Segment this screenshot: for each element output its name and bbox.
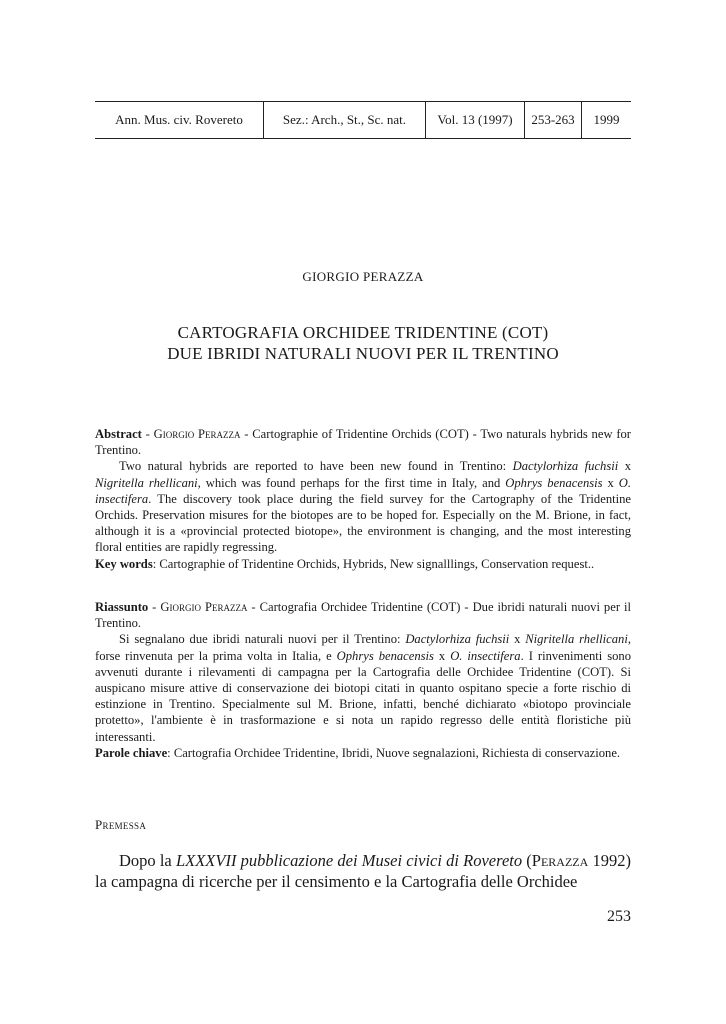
riassunto-section bbox=[95, 599, 631, 761]
species-name: Nigritella rhellicani bbox=[525, 632, 628, 647]
key-words-label: Key words bbox=[95, 556, 153, 571]
parole-chiave bbox=[95, 745, 631, 761]
journal-section: Sez.: Arch., St., Sc. nat. bbox=[264, 102, 426, 138]
abstract-text-3: . The discovery took place during the field survey for the Cartography of the Tridentine Orchids. Preservation misures for the biotopes are to be hoped for. Especially on the M. Brione, in fact, although it is a «provincial protected biotope», the environment is changing, and the most interesting floral entities are rapidly regressing. bbox=[95, 491, 631, 555]
species-name: O. insectifera bbox=[450, 648, 521, 663]
hybrid-sign: x bbox=[433, 648, 451, 663]
species-name: Dactylorhiza fuchsii bbox=[405, 632, 510, 647]
riassunto-text-2: , forse rinvenuta per la prima volta in Italia, e bbox=[95, 632, 631, 663]
abstract-text-1: Two natural hybrids are reported to have been new found in Trentino: bbox=[119, 459, 513, 474]
riassunto-label: Riassunto bbox=[95, 600, 149, 614]
journal-pages: 253-263 bbox=[525, 102, 582, 138]
citation-author: Perazza bbox=[531, 851, 589, 870]
riassunto-text-3: . I rinvenimenti sono avvenuti durante i rilevamenti di campagna per la Cartografia delle Orchidee Tridentine (COT). Si auspicano misure attive di conservazione dei biotopi citati in quanto ospitano specie a forte rischio di estinzione in Trentino. Specialmente sul M. Brione, infatti, benché dichiarato «biotopo provinciale protetto», l'ambiente è in trasformazione e si nota un rapido regresso delle entità floristiche più interessanti. bbox=[95, 648, 632, 744]
abstract-sep: - bbox=[141, 427, 154, 441]
species-name: O. insectifera bbox=[95, 475, 631, 506]
title-line-2: DUE IBRIDI NATURALI NUOVI PER IL TRENTINO bbox=[167, 344, 559, 363]
journal-year: 1999 bbox=[593, 112, 620, 127]
abstract-section bbox=[95, 426, 631, 572]
publication-title: LXXXVII pubblicazione dei Musei civici di Rovereto bbox=[175, 851, 523, 870]
species-name: Dactylorhiza fuchsii bbox=[512, 459, 619, 474]
page-number: 253 bbox=[607, 908, 631, 925]
body-text-1: Dopo la bbox=[119, 851, 176, 870]
author-name: GIORGIO PERAZZA bbox=[302, 269, 424, 284]
hybrid-sign: x bbox=[618, 459, 632, 474]
key-words bbox=[95, 556, 631, 572]
abstract-text-2: , which was found perhaps for the first time in Italy, and bbox=[197, 475, 506, 490]
parole-chiave-text: : Cartografia Orchidee Tridentine, Ibridi, Nuove segnalazioni, Richiesta di conservazione. bbox=[167, 745, 621, 760]
journal-header bbox=[95, 101, 631, 139]
hybrid-sign: x bbox=[509, 632, 526, 647]
riassunto-body bbox=[95, 631, 631, 744]
body-text-3: 1992) la campagna di ricerche per il censimento e la Cartografia delle Orchidee bbox=[95, 851, 631, 891]
paper-title bbox=[0, 322, 726, 364]
journal-volume: Vol. 13 (1997) bbox=[426, 102, 525, 138]
title-line-1: CARTOGRAFIA ORCHIDEE TRIDENTINE (COT) bbox=[177, 323, 549, 342]
riassunto-text-1: Si segnalano due ibridi naturali nuovi per il Trentino: bbox=[119, 632, 406, 647]
abstract-heading bbox=[95, 426, 631, 458]
parole-chiave-label: Parole chiave bbox=[95, 745, 168, 760]
abstract-label: Abstract bbox=[95, 427, 142, 441]
body-paragraph bbox=[95, 850, 631, 892]
hybrid-sign: x bbox=[602, 475, 619, 490]
body-text bbox=[95, 850, 631, 892]
riassunto-intro: - Cartografia Orchidee Tridentine (COT) - Due ibridi naturali nuovi per il Trentino. bbox=[95, 600, 631, 631]
species-name: Ophrys benacensis bbox=[505, 475, 603, 490]
section-heading-premessa: Premessa bbox=[95, 817, 147, 832]
riassunto-sep: - bbox=[148, 600, 161, 614]
body-text-2: ( bbox=[522, 851, 532, 870]
abstract-author: Giorgio Perazza bbox=[153, 427, 241, 441]
riassunto-author: Giorgio Perazza bbox=[160, 600, 248, 614]
abstract-intro: - Cartographie of Tridentine Orchids (COT) - Two naturals hybrids new for Trentino. bbox=[95, 427, 631, 458]
species-name: Ophrys benacensis bbox=[336, 648, 434, 663]
species-name: Nigritella rhellicani bbox=[95, 475, 198, 490]
abstract-body bbox=[95, 458, 631, 555]
journal-name: Ann. Mus. civ. Rovereto bbox=[95, 102, 264, 138]
riassunto-heading bbox=[95, 599, 631, 631]
key-words-text: : Cartographie of Tridentine Orchids, Hybrids, New signalllings, Conservation request.. bbox=[152, 556, 595, 571]
